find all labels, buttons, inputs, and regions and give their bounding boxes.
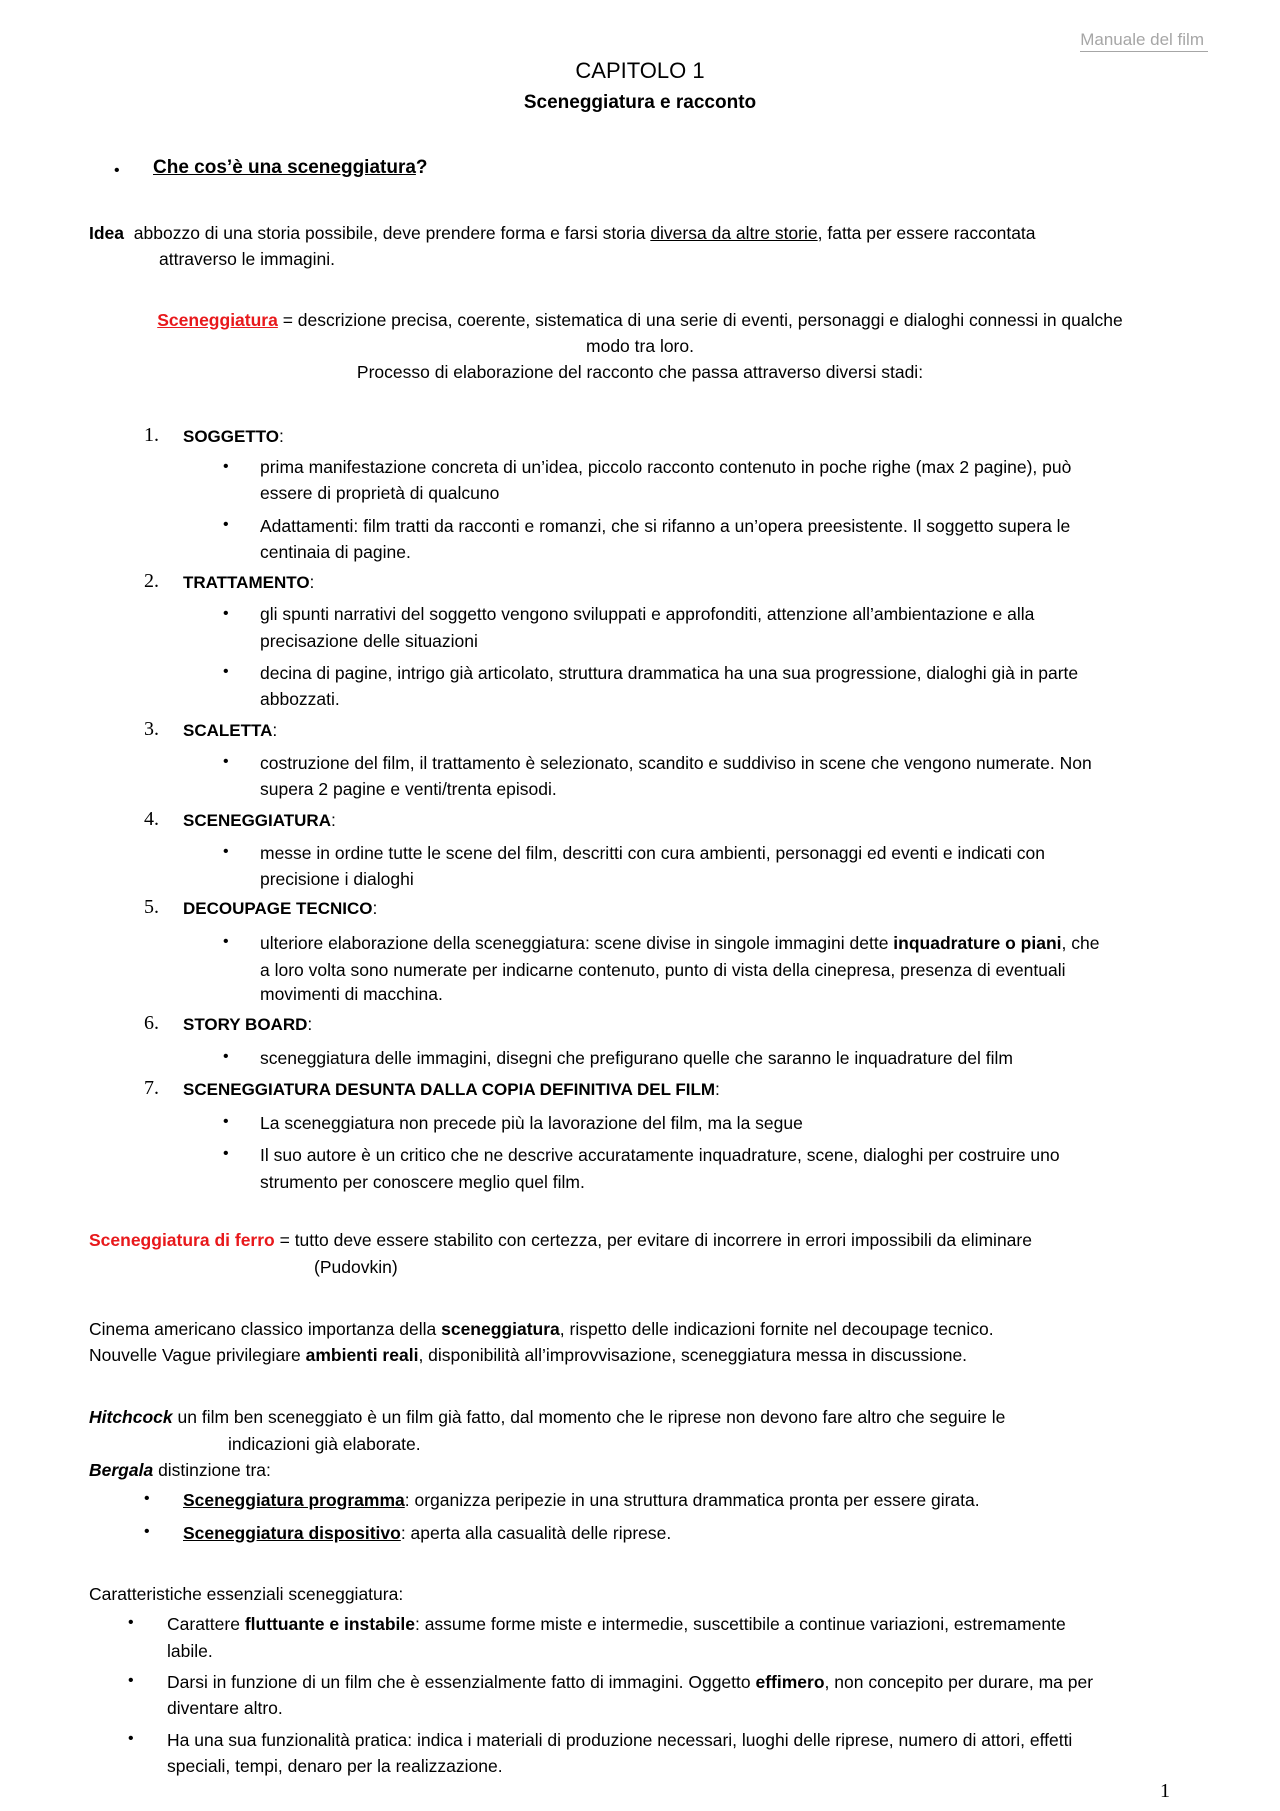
bergala-line: Bergala distinzione tra: [89,1460,271,1480]
definition-line-2: modo tra loro. [586,336,694,356]
stage-bullet-line: a loro volta sono numerate per indicarne contenuto, punto di vista della cinepresa, presenza di eventuali [260,960,1066,980]
stage-number: 6. [144,1012,159,1034]
stage-bullet-line: messe in ordine tutte le scene del film, descritti con cura ambienti, personaggi ed eventi e indicati con [260,843,1046,863]
stage-title: TRATTAMENTO: [183,572,315,592]
definition-line-3: Processo di elaborazione del racconto che passa attraverso diversi stadi: [356,362,924,382]
bullet-icon: • [144,1490,150,1507]
bullet-icon: • [223,605,229,622]
bullet-icon: • [128,1672,134,1689]
characteristic-item-line-2: speciali, tempi, denaro per la realizzazione. [167,1756,503,1776]
stage-bullet-line: ulteriore elaborazione della sceneggiatura: scene divise in singole immagini dette inquadrature o piani, che [260,933,1100,953]
stage-bullet-line: essere di proprietà di qualcuno [260,483,500,503]
definition-line-1: Sceneggiatura = descrizione precisa, coerente, sistematica di una serie di eventi, personaggi e dialoghi connessi in qualche [157,310,1123,330]
stage-bullet-line: supera 2 pagine e venti/trenta episodi. [260,779,557,799]
stage-number: 7. [144,1077,159,1099]
bullet-icon: • [128,1614,134,1631]
bullet-icon: • [223,663,229,680]
stage-title: STORY BOARD: [183,1014,313,1034]
characteristics-heading: Caratteristiche essenziali sceneggiatura: [89,1584,404,1604]
stage-number: 4. [144,808,159,830]
bergala-item: Sceneggiatura dispositivo: aperta alla casualità delle riprese. [183,1523,672,1543]
stage-title: DECOUPAGE TECNICO: [183,898,378,918]
stage-bullet-line: costruzione del film, il trattamento è selezionato, scandito e suddiviso in scene che vengono numerate. Non [260,753,1092,773]
bullet-icon: • [223,843,229,860]
stage-title: SCALETTA: [183,720,278,740]
bullet-icon: • [223,933,229,950]
stage-bullet-line: La sceneggiatura non precede più la lavorazione del film, ma la segue [260,1113,803,1133]
stage-bullet-line: precisazione delle situazioni [260,631,478,651]
chapter-title: CAPITOLO 1 [575,58,705,83]
iron-attribution: (Pudovkin) [314,1257,398,1277]
page-number: 1 [1160,1780,1170,1802]
american-cinema-line: Cinema americano classico importanza della sceneggiatura, rispetto delle indicazioni fornite nel decoupage tecnico. [89,1319,994,1339]
bullet-icon: • [144,1523,150,1540]
hitchcock-quote-line-2: indicazioni già elaborate. [228,1434,421,1454]
stage-number: 1. [144,424,159,446]
characteristic-item: Darsi in funzione di un film che è essenzialmente fatto di immagini. Oggetto effimero, non concepito per durare, ma per [167,1672,1094,1692]
stage-title: SOGGETTO: [183,426,284,446]
stage-bullet-line: precisione i dialoghi [260,869,414,889]
characteristic-item: Ha una sua funzionalità pratica: indica i materiali di produzione necessari, luoghi delle riprese, numero di attori, effetti [167,1730,1073,1750]
stage-title: SCENEGGIATURA: [183,810,336,830]
stage-bullet-line: gli spunti narrativi del soggetto vengono sviluppati e approfonditi, attenzione all’ambientazione e alla [260,604,1035,624]
iron-definition: Sceneggiatura di ferro = tutto deve essere stabilito con certezza, per evitare di incorrere in errori impossibili da eliminare [89,1230,1032,1250]
stage-bullet-line: decina di pagine, intrigo già articolato, struttura drammatica ha una sua progressione, dialoghi già in parte [260,663,1079,683]
stage-bullet-line: centinaia di pagine. [260,542,411,562]
bullet-icon: • [223,1048,229,1065]
stage-bullet-line: movimenti di macchina. [260,984,443,1004]
bullet-icon: • [223,753,229,770]
characteristic-item-line-2: diventare altro. [167,1698,283,1718]
bergala-item: Sceneggiatura programma: organizza peripezie in una struttura drammatica pronta per essere girata. [183,1490,980,1510]
idea-line-2: attraverso le immagini. [159,249,336,269]
hitchcock-quote: Hitchcock un film ben sceneggiato è un film già fatto, dal momento che le riprese non devono fare altro che seguire le [89,1407,1006,1427]
stage-number: 5. [144,896,159,918]
characteristic-item-line-2: labile. [167,1641,213,1661]
bullet-icon: • [223,458,229,475]
stage-bullet-line: strumento per conoscere meglio quel film. [260,1172,585,1192]
characteristic-item: Carattere fluttuante e instabile: assume forme miste e intermedie, suscettibile a continue variazioni, estremamente [167,1614,1066,1634]
chapter-subtitle: Sceneggiatura e racconto [523,92,757,113]
bullet-icon: • [223,1113,229,1130]
stage-title: SCENEGGIATURA DESUNTA DALLA COPIA DEFINITIVA DEL FILM: [183,1079,720,1099]
bullet-icon: • [114,162,120,179]
stage-number: 2. [144,570,159,592]
bullet-icon: • [223,1145,229,1162]
stage-bullet-line: Adattamenti: film tratti da racconti e romanzi, che si rifanno a un’opera preesistente. Il soggetto supera le [260,516,1071,536]
stage-number: 3. [144,718,159,740]
stage-bullet-line: Il suo autore è un critico che ne descrive accuratamente inquadrature, scene, dialoghi per costruire uno [260,1145,1060,1165]
section-question: Che cos’è una sceneggiatura? [153,157,428,178]
running-header: Manuale del film [1080,30,1208,52]
idea-line-1: Idea abbozzo di una storia possibile, deve prendere forma e farsi storia diversa da altre storie, fatta per essere raccontata [89,223,1036,243]
stage-bullet-line: prima manifestazione concreta di un’idea, piccolo racconto contenuto in poche righe (max 2 pagine), può [260,457,1072,477]
bullet-icon: • [223,516,229,533]
nouvelle-vague-line: Nouvelle Vague privilegiare ambienti reali, disponibilità all’improvvisazione, sceneggiatura messa in discussione. [89,1345,968,1365]
stage-bullet-line: sceneggiatura delle immagini, disegni che prefigurano quelle che saranno le inquadrature del film [260,1048,1013,1068]
stage-bullet-line: abbozzati. [260,689,340,709]
bullet-icon: • [128,1730,134,1747]
